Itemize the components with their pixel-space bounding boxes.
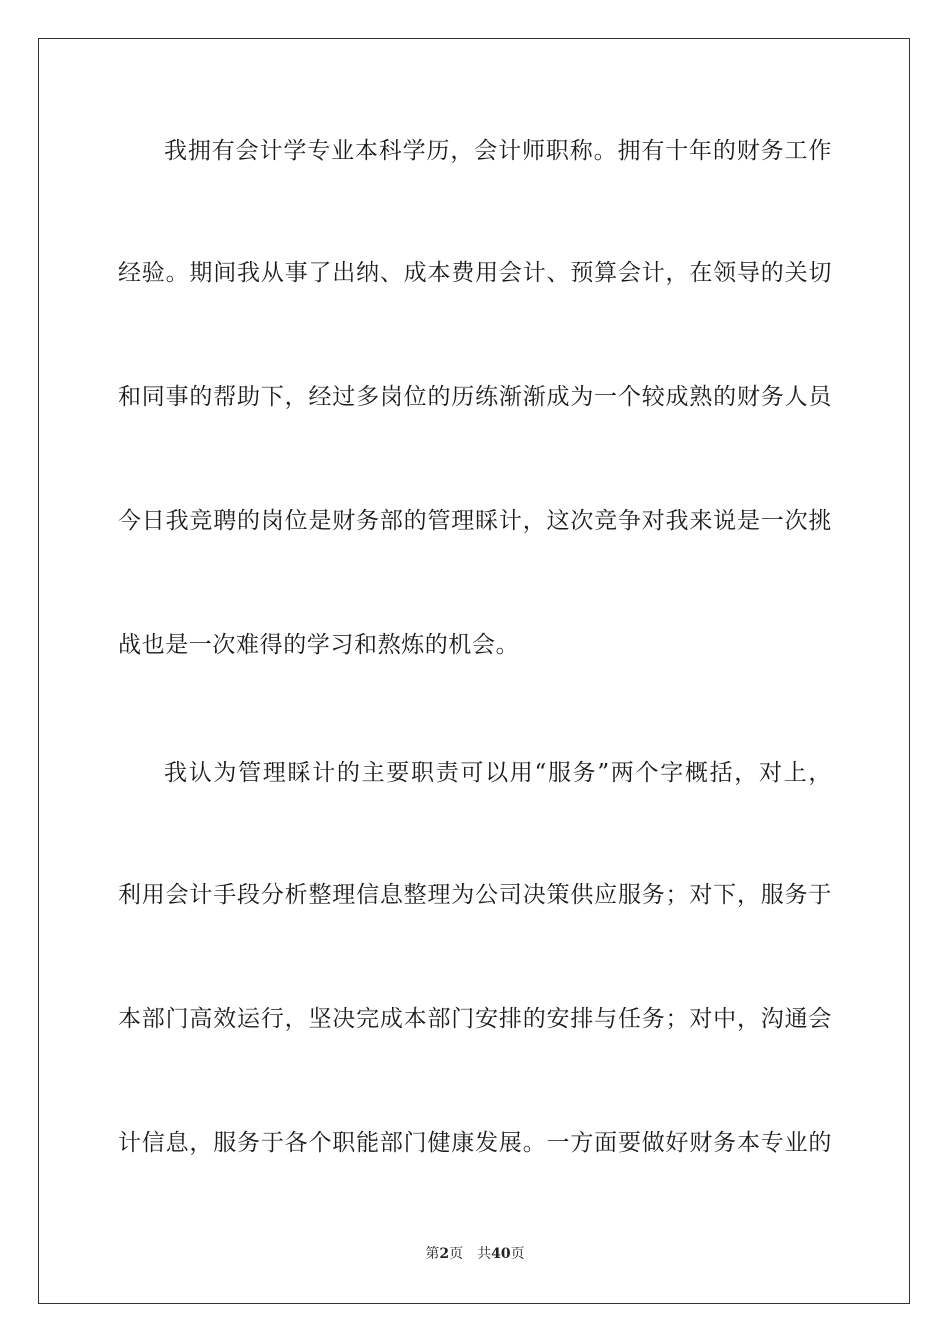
text-line-8: 本部门高效运行，坚决完成本部门安排的安排与任务；对中，沟通会	[118, 1006, 832, 1032]
text-line-1: 我拥有会计学专业本科学历，会计师职称。拥有十年的财务工作	[164, 138, 832, 164]
text-line-2: 经验。期间我从事了出纳、成本费用会计、预算会计，在领导的关切	[118, 260, 832, 286]
page-border	[38, 38, 910, 1304]
page-prefix: 第	[425, 1246, 440, 1262]
text-line-7: 利用会计手段分析整理信息整理为公司决策供应服务；对下，服务于	[118, 882, 832, 908]
text-line-6: 我认为管理睬计的主要职责可以用“服务”两个字概括，对上，	[164, 760, 832, 786]
text-line-5: 战也是一次难得的学习和熬炼的机会。	[118, 632, 520, 658]
page-suffix: 页	[449, 1246, 464, 1262]
total-prefix: 共	[477, 1246, 492, 1262]
page-footer	[0, 1245, 950, 1263]
text-line-3: 和同事的帮助下，经过多岗位的历练渐渐成为一个较成熟的财务人员	[118, 384, 832, 410]
text-line-4: 今日我竞聘的岗位是财务部的管理睬计，这次竞争对我来说是一次挑	[118, 508, 832, 534]
page-number: 2	[439, 1246, 450, 1262]
text-line-9: 计信息，服务于各个职能部门健康发展。一方面要做好财务本专业的	[118, 1130, 832, 1156]
total-suffix: 页	[510, 1246, 525, 1262]
total-pages: 40	[491, 1246, 511, 1262]
